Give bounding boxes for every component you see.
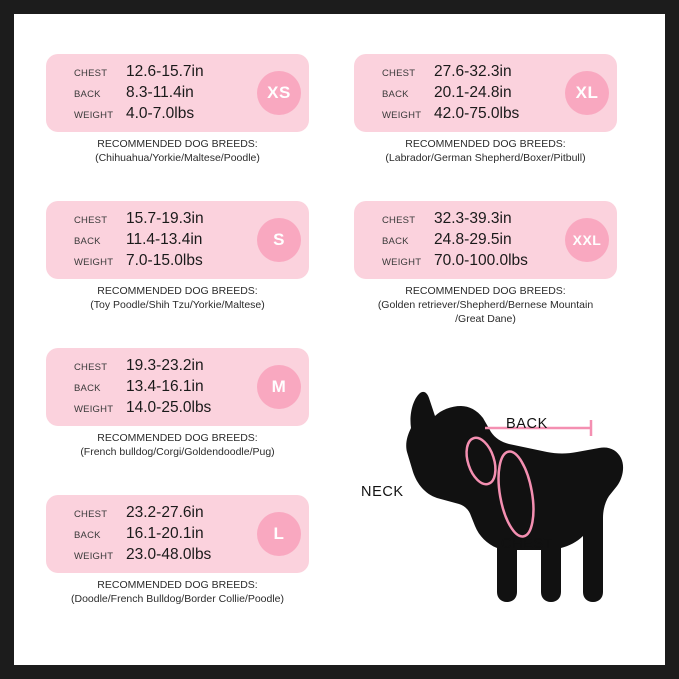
- breeds-list: (Chihuahua/Yorkie/Maltese/Poodle): [95, 152, 260, 164]
- breeds-heading: RECOMMENDED DOG BREEDS:: [97, 432, 258, 444]
- size-chart: [14, 14, 665, 665]
- chest-label: CHEST: [382, 68, 416, 79]
- breeds-heading: RECOMMENDED DOG BREEDS:: [405, 285, 566, 297]
- breeds-m: [46, 431, 309, 459]
- back-label: BACK: [382, 236, 409, 247]
- size-chart-page: [14, 14, 665, 665]
- chest-label: CHEST: [74, 362, 108, 373]
- back-value: 8.3-11.4in: [126, 84, 194, 101]
- weight-label: WEIGHT: [74, 110, 114, 121]
- weight-label: WEIGHT: [74, 551, 114, 562]
- back-value: 13.4-16.1in: [126, 378, 204, 395]
- breeds-heading: RECOMMENDED DOG BREEDS:: [97, 579, 258, 591]
- breeds-l: [46, 578, 309, 606]
- chest-value: 12.6-15.7in: [126, 63, 204, 80]
- breeds-list: (Doodle/French Bulldog/Border Collie/Poodle): [70, 593, 285, 605]
- size-badge-xl: XL: [565, 71, 609, 115]
- chest-value: 27.6-32.3in: [434, 63, 512, 80]
- weight-label: WEIGHT: [382, 257, 422, 268]
- back-value: 16.1-20.1in: [126, 525, 204, 542]
- size-badge-xxl: XXL: [565, 218, 609, 262]
- back-value: 24.8-29.5in: [434, 231, 512, 248]
- size-badge-m: M: [257, 365, 301, 409]
- weight-value: 4.0-7.0lbs: [126, 105, 195, 122]
- breeds-s: [46, 284, 309, 312]
- back-label: BACK: [382, 89, 409, 100]
- size-card-xl: [354, 54, 617, 165]
- size-panel-l: [46, 495, 309, 573]
- size-panel-s: [46, 201, 309, 279]
- breeds-list: (French bulldog/Corgi/Goldendoodle/Pug): [80, 446, 275, 458]
- chest-value: 23.2-27.6in: [126, 504, 204, 521]
- weight-value: 14.0-25.0lbs: [126, 399, 212, 416]
- dog-measurement-diagram: [351, 366, 651, 626]
- size-card-xs: [46, 54, 309, 165]
- weight-value: 7.0-15.0lbs: [126, 252, 203, 269]
- back-value: 20.1-24.8in: [434, 84, 512, 101]
- size-badge-s: S: [257, 218, 301, 262]
- size-card-s: [46, 201, 309, 312]
- breeds-xs: [46, 137, 309, 165]
- size-badge-xs: XS: [257, 71, 301, 115]
- size-card-m: [46, 348, 309, 459]
- back-label: BACK: [74, 530, 101, 541]
- size-panel-xxl: [354, 201, 617, 279]
- size-badge-l: L: [257, 512, 301, 556]
- weight-label: WEIGHT: [74, 257, 114, 268]
- chest-value: 19.3-23.2in: [126, 357, 204, 374]
- breeds-heading: RECOMMENDED DOG BREEDS:: [405, 138, 566, 150]
- chest-label: CHEST: [382, 215, 416, 226]
- size-panel-m: [46, 348, 309, 426]
- chest-value: 15.7-19.3in: [126, 210, 204, 227]
- size-panel-xs: [46, 54, 309, 132]
- weight-value: 42.0-75.0lbs: [434, 105, 520, 122]
- breeds-xl: [354, 137, 617, 165]
- size-card-xxl: [354, 201, 617, 326]
- back-label: BACK: [74, 236, 101, 247]
- breeds-list: (Golden retriever/Shepherd/Bernese Mountain: [377, 299, 594, 311]
- diagram-chest-label: CHEST: [501, 536, 554, 552]
- breeds-list: (Labrador/German Shepherd/Boxer/Pitbull): [385, 152, 586, 164]
- chest-label: CHEST: [74, 509, 108, 520]
- weight-label: WEIGHT: [74, 404, 114, 415]
- diagram-back-label: BACK: [506, 416, 548, 432]
- breeds-heading: RECOMMENDED DOG BREEDS:: [97, 285, 258, 297]
- back-label: BACK: [74, 89, 101, 100]
- chest-label: CHEST: [74, 215, 108, 226]
- back-label: BACK: [74, 383, 101, 394]
- chest-value: 32.3-39.3in: [434, 210, 512, 227]
- chest-label: CHEST: [74, 68, 108, 79]
- weight-label: WEIGHT: [382, 110, 422, 121]
- size-card-l: [46, 495, 309, 606]
- diagram-neck-label: NECK: [361, 484, 404, 500]
- breeds-xxl: [354, 284, 617, 326]
- breeds-heading: RECOMMENDED DOG BREEDS:: [97, 138, 258, 150]
- back-value: 11.4-13.4in: [126, 231, 203, 248]
- weight-value: 70.0-100.0lbs: [434, 252, 528, 269]
- breeds-list: (Toy Poodle/Shih Tzu/Yorkie/Maltese): [90, 299, 265, 311]
- weight-value: 23.0-48.0lbs: [126, 546, 212, 563]
- breeds-list-cont: /Great Dane): [455, 313, 516, 325]
- size-panel-xl: [354, 54, 617, 132]
